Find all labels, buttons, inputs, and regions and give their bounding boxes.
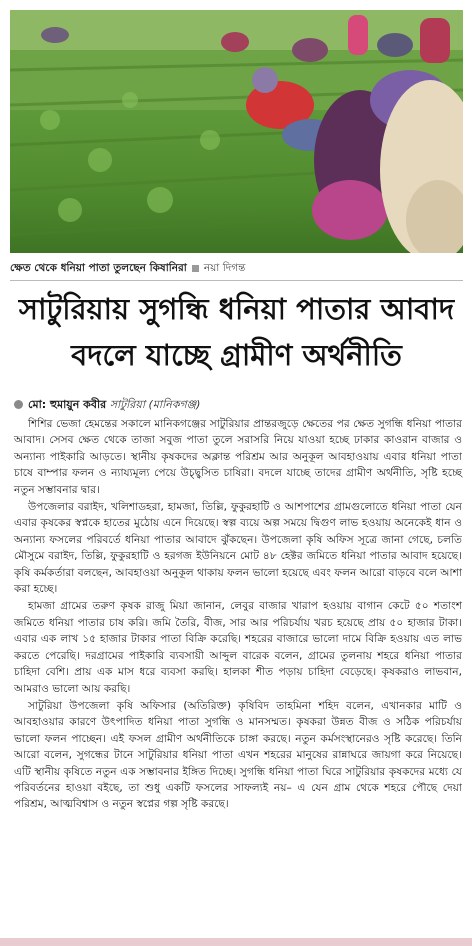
divider bbox=[10, 280, 463, 281]
caption-source: নয়া দিগন্ত bbox=[203, 262, 246, 274]
photo-caption bbox=[10, 258, 463, 278]
field-photo bbox=[10, 10, 463, 253]
article-body bbox=[14, 416, 462, 814]
field-photo-drawing bbox=[10, 10, 463, 253]
byline-place: সাটুরিয়া (মানিকগঞ্জ) bbox=[109, 398, 201, 411]
caption-text: ক্ষেত থেকে ধনিয়া পাতা তুলছেন কিষানিরা bbox=[10, 262, 187, 274]
paragraph: শিশির ভেজা হেমন্তের সকালে মানিকগঞ্জের সাটুরিয়ার প্রান্তরজুড়ে ক্ষেতের পর ক্ষেত সুগন্ধি ধনিয়া পাতার আবাদ। সেসব ক্ষেত থেকে তাজা সবুজ পাতা তুলে সরাসরি নিয়ে যাওয়া হচ্ছে ঢাকার কাওরান বাজার ও অন্যান্য পাইকারি আড়তে। স্থানীয় কৃষকদের অক্লান্ত পরিশ্রম আর অনুকূল আবহাওয়ায় এবার ধনিয়া পাতা চাষে বাম্পার ফলন ও ন্যায্যমূল্য পেয়ে উচ্ছ্বসিত চাষিরা। বদলে যাচ্ছে তাদের গ্রামীণ অর্থনীতি, সৃষ্টি হচ্ছে নতুন সম্ভাবনার দ্বার। bbox=[14, 418, 462, 496]
bullet-icon bbox=[14, 400, 23, 409]
paragraph: সাটুরিয়া উপজেলা কৃষি অফিসার (অতিরিক্ত) কৃষিবিদ তাহমিনা শহিদ বলেন, এখানকার মাটি ও আবহাওয়ার কারণে উৎপাদিত ধনিয়া পাতা সুগন্ধি ও মানসম্মত। কৃষকরা উন্নত বীজ ও সঠিক পরিচর্যায় ভালো ফলন পাচ্ছেন। এই ফসল গ্রামীণ অর্থনীতিকে চাঙ্গা করছে। নতুন কর্মসংস্থানেরও সৃষ্টি করেছে। তিনি আরো বলেন, সুগন্ধের টানে সাটুরিয়ার ধনিয়া পাতা এখন শহরের মানুষের রান্নাঘরে জায়গা করে নিয়েছে। এটি স্থানীয় কৃষিতে নতুন এক সম্ভাবনার ইঙ্গিত দিচ্ছে। সুগন্ধি ধনিয়া পাতা ঘিরে সাটুরিয়ার কৃষকদের মধ্যে যে পরিবর্তনের হাওয়া বইছে, তা শুধু একটি ফসলের সাফল্যই নয়– এ যেন গ্রাম থেকে শহরে পৌছে দেয়া পরিশ্রম, আত্মবিশ্বাস ও নতুন স্বপ্নের গল্প সৃষ্টি করছে। bbox=[14, 699, 462, 811]
bottom-edge bbox=[0, 938, 472, 946]
byline bbox=[14, 396, 463, 414]
byline-author: মো: হুমায়ুন কবীর bbox=[28, 398, 107, 411]
headline-line-2: বদলে যাচ্ছে গ্রামীণ অর্থনীতি bbox=[71, 338, 402, 372]
headline bbox=[10, 286, 463, 378]
paragraph: হামজা গ্রামের তরুণ কৃষক রাজু মিয়া জানান, লেবুর বাজার খারাপ হওয়ায় বাগান কেটে ৫০ শতাংশ জমিতে ধনিয়া পাতার চাষ করি। জমি তৈরি, বীজ, সার আর পরিচর্যায় খরচ হয়েছে প্রায় ৫০ হাজার টাকা। এবার এক লাখ ১৫ হাজার টাকার পাতা বিক্রি করেছি। শহরের বাজারে ভালো দামে বিক্রি হওয়ায় এত লাভ করতে পেরেছি। দরগ্রামের পাইকারি ব্যবসায়ী আব্দুল বারেক বলেন, গ্রামের তুলনায় শহরে ধনিয়া পাতার চাহিদা বেশি। প্রায় এক মাস ধরে ব্যবসা করছি। হালকা শীত পড়ায় চাহিদা বেড়েছে। কৃষকরাও লাভবান, আমরাও ভালো আয় করছি। bbox=[14, 600, 462, 695]
headline-line-1: সাটুরিয়ায় সুগন্ধি ধনিয়া পাতার আবাদ bbox=[18, 292, 455, 326]
paragraph: উপজেলার বরাইদ, খলিশাডহরা, হামজা, তিল্লি, ফুকুরহাটি ও আশপাশের গ্রামগুলোতে ধনিয়া পাতা যেন এবার কৃষকের স্বপ্নকে হাতের মুঠোয় এনে দিয়েছে। স্বল্প ব্যয়ে অল্প সময়ে দ্বিগুণ লাভ হওয়ায় অনেকেই ধান ও অন্যান্য ফসলের পরিবর্তে ধনিয়া পাতার আবাদে ঝুঁকছেন। উপজেলা কৃষি অফিস সূত্রে জানা গেছে, চলতি মৌসুমে বরাইদ, তিল্লি, ফুকুরহাটি ও হরগজ ইউনিয়নে মোট ৪৮ হেক্টর জমিতে ধনিয়া পাতার আবাদ হয়েছে। কৃষি কর্মকর্তারা বলছেন, আবহাওয়া অনুকূল থাকায় ফলন ভালো হয়েছে এবং ফলন আরো বাড়বে বলে আশা করা হচ্ছে। bbox=[14, 501, 462, 596]
square-icon bbox=[192, 265, 199, 272]
